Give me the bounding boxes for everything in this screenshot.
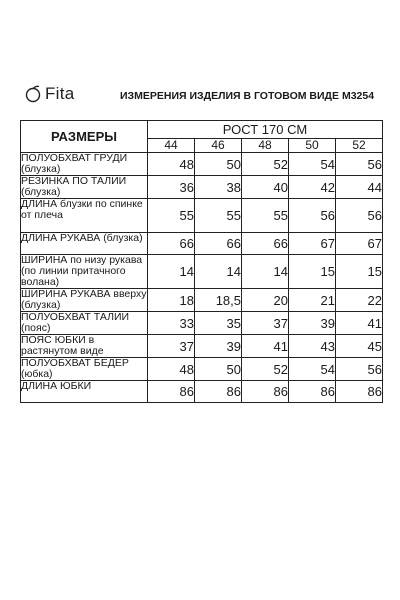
measurement-value: 66 <box>242 233 289 255</box>
measurement-value: 67 <box>336 233 383 255</box>
measurement-value: 66 <box>148 233 195 255</box>
measurement-name: ДЛИНА блузки по спинке от плеча <box>21 199 148 233</box>
measurement-value: 52 <box>242 153 289 176</box>
table-row <box>21 335 383 358</box>
measurement-value: 56 <box>336 358 383 381</box>
measurement-value: 55 <box>242 199 289 233</box>
measurement-value: 48 <box>148 153 195 176</box>
size-number: 48 <box>242 139 289 153</box>
table-row <box>21 255 383 289</box>
brand-logo <box>24 84 75 104</box>
table-row <box>21 176 383 199</box>
measurement-name: ШИРИНА по низу рукава (по линии притачного волана) <box>21 255 148 289</box>
measurement-value: 22 <box>336 289 383 312</box>
measurement-name: ДЛИНА ЮБКИ <box>21 381 148 403</box>
measurement-value: 21 <box>289 289 336 312</box>
sizes-header: РАЗМЕРЫ <box>21 121 148 153</box>
measurement-value: 33 <box>148 312 195 335</box>
fita-logo-icon <box>24 85 42 103</box>
measurement-value: 67 <box>289 233 336 255</box>
measurement-value: 52 <box>242 358 289 381</box>
measurement-name: ДЛИНА РУКАВА (блузка) <box>21 233 148 255</box>
measurement-value: 86 <box>336 381 383 403</box>
measurement-value: 15 <box>336 255 383 289</box>
size-number: 50 <box>289 139 336 153</box>
measurement-value: 86 <box>289 381 336 403</box>
measurement-value: 56 <box>336 199 383 233</box>
measurement-value: 56 <box>289 199 336 233</box>
measurement-value: 66 <box>195 233 242 255</box>
measurement-value: 14 <box>242 255 289 289</box>
measurement-value: 20 <box>242 289 289 312</box>
measurement-name: ПОЛУОБХВАТ ТАЛИИ (пояс) <box>21 312 148 335</box>
measurement-value: 37 <box>242 312 289 335</box>
measurement-value: 44 <box>336 176 383 199</box>
measurement-value: 18 <box>148 289 195 312</box>
measurement-value: 41 <box>336 312 383 335</box>
measurement-value: 86 <box>195 381 242 403</box>
measurement-value: 35 <box>195 312 242 335</box>
measurement-value: 43 <box>289 335 336 358</box>
measurement-value: 41 <box>242 335 289 358</box>
size-number: 44 <box>148 139 195 153</box>
measurement-value: 42 <box>289 176 336 199</box>
measurement-value: 36 <box>148 176 195 199</box>
measurement-value: 37 <box>148 335 195 358</box>
document-header <box>24 84 384 106</box>
table-row <box>21 153 383 176</box>
measurement-value: 55 <box>148 199 195 233</box>
size-number: 46 <box>195 139 242 153</box>
measurement-value: 48 <box>148 358 195 381</box>
measurement-value: 14 <box>195 255 242 289</box>
brand-name: Fita <box>45 84 75 103</box>
measurement-value: 39 <box>289 312 336 335</box>
measurement-value: 18,5 <box>195 289 242 312</box>
measurement-value: 86 <box>242 381 289 403</box>
measurement-value: 50 <box>195 153 242 176</box>
measurement-name: ПОЛУОБХВАТ БЕДЕР (юбка) <box>21 358 148 381</box>
measurement-value: 86 <box>148 381 195 403</box>
table-row <box>21 358 383 381</box>
measurement-name: ПОЛУОБХВАТ ГРУДИ (блузка) <box>21 153 148 176</box>
height-header: РОСТ 170 СМ <box>148 121 383 139</box>
measurement-name: ПОЯС ЮБКИ в растянутом виде <box>21 335 148 358</box>
measurement-value: 50 <box>195 358 242 381</box>
table-row <box>21 233 383 255</box>
table-row <box>21 312 383 335</box>
measurement-value: 54 <box>289 358 336 381</box>
measurement-value: 38 <box>195 176 242 199</box>
document-title: ИЗМЕРЕНИЯ ИЗДЕЛИЯ В ГОТОВОМ ВИДЕ М3254 <box>120 90 375 102</box>
table-row <box>21 199 383 233</box>
measurement-name: ШИРИНА РУКАВА вверху (блузка) <box>21 288 147 311</box>
measurement-value: 15 <box>289 255 336 289</box>
measurement-value: 40 <box>242 176 289 199</box>
size-number: 52 <box>336 139 383 153</box>
table-row <box>21 381 383 403</box>
measurement-value: 14 <box>148 255 195 289</box>
measurement-value: 39 <box>195 335 242 358</box>
measurement-name: РЕЗИНКА ПО ТАЛИИ (блузка) <box>21 176 148 199</box>
measurement-value: 55 <box>195 199 242 233</box>
table-row <box>21 289 383 312</box>
measurement-value: 54 <box>289 153 336 176</box>
measurement-value: 45 <box>336 335 383 358</box>
measurement-value: 56 <box>336 153 383 176</box>
measurements-table <box>20 120 383 403</box>
